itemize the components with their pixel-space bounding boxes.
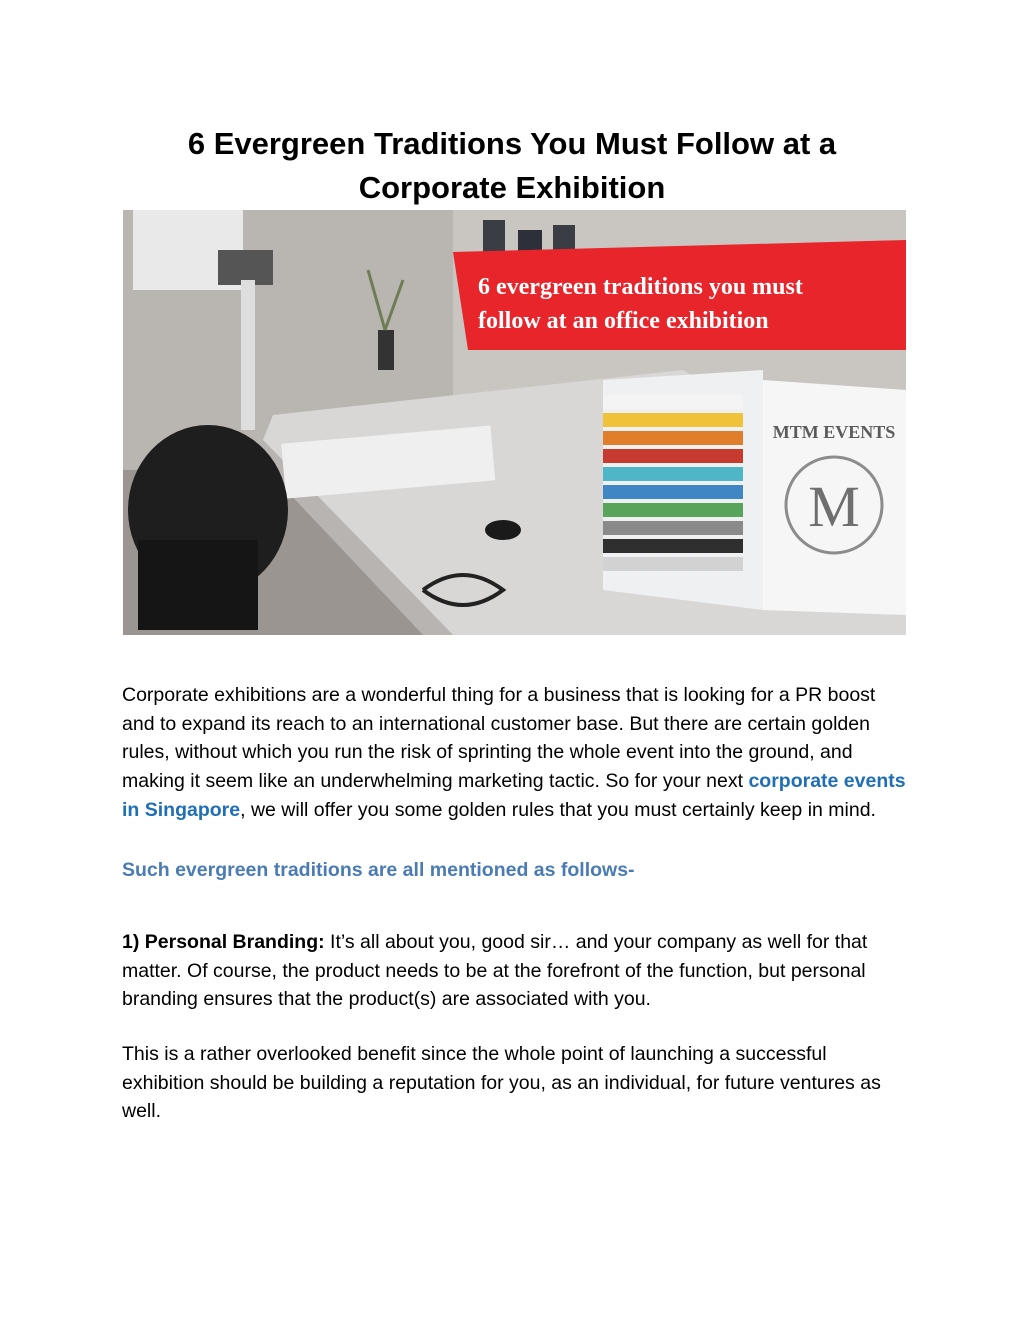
brand-name: MTM EVENTS — [772, 422, 896, 442]
paragraph-2: This is a rather overlooked benefit since the whole point of launching a successful exhibition should be building a reputation for you, as an individual, for future ventures as well. — [122, 1043, 881, 1123]
document-title — [120, 122, 904, 210]
tradition-item-1 — [122, 928, 907, 1014]
intro-paragraph — [122, 681, 907, 825]
hero-image — [123, 210, 906, 635]
item-1-label: 1) Personal Branding: — [122, 931, 325, 953]
title-line-1: 6 Evergreen Traditions You Must Follow at a — [187, 126, 837, 161]
section-subheading: Such evergreen traditions are all mentioned as follows- — [122, 859, 635, 881]
banner-line-1: 6 evergreen traditions you must — [478, 274, 803, 300]
intro-text-before: Corporate exhibitions are a wonderful thing for a business that is looking for a PR boost and to expand its reach to an international customer base. But there are certain golden rules, without which you run the risk of sprinting the whole event into the ground, and making it seem like an underwhelming marketing tactic. So for your next — [122, 684, 876, 793]
corporate-events-link[interactable]: corporate events in Singapore — [122, 770, 906, 821]
banner-line-2: follow at an office exhibition — [478, 308, 769, 334]
brand-mark: M — [808, 474, 860, 539]
intro-text-after: , we will offer you some golden rules that you must certainly keep in mind. — [240, 798, 876, 821]
item-1-text: It’s all about you, good sir… and your company as well for that matter. Of course, the product needs to be at the forefront of the function, but personal branding ensures that the product(s) are associated with you. — [122, 931, 868, 1011]
title-line-2: Corporate Exhibition — [358, 170, 666, 205]
